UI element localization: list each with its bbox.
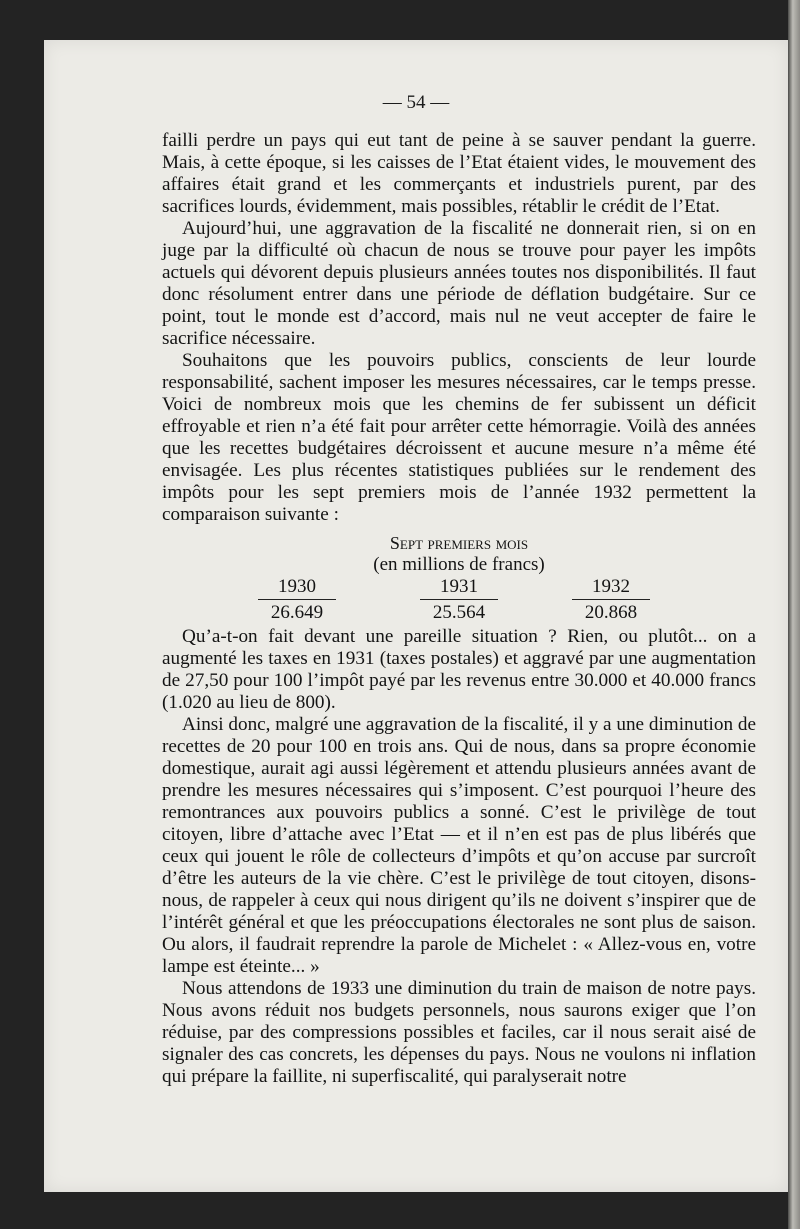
stats-column-1932 bbox=[566, 576, 656, 624]
paragraph-3: Souhaitons que les pouvoirs publics, conscients de leur lourde responsabilité, sachent imposer les mesures nécessaires, car le temps presse. Voici de nombreux mois que les chemins de fer subissent un déficit effroyable et rien n’a été fait pour arrêter cette hémorragie. Voilà des années que les recettes budgétaires décroissent et aucune mesure n’a même été envisagée. Les plus récentes statistiques publiées sur le rendement des impôts pour les sept premiers mois de l’année 1932 permettent la comparaison suivante : bbox=[162, 350, 756, 525]
paragraph-1: failli perdre un pays qui eut tant de peine à se sauver pendant la guerre. Mais, à cette époque, si les caisses de l’Etat étaient vides, le mouvement des affaires était grand et les commerçants et industriels purent, par des sacrifices lourds, évidemment, mais possibles, rétablir le crédit de l’Etat. bbox=[162, 130, 756, 217]
paragraph-2: Aujourd’hui, une aggravation de la fiscalité ne donnerait rien, si on en juge par la difficulté où chacun de nous se trouve pour payer les impôts actuels qui dévorent depuis plusieurs années toutes nos disponibilités. Il faut donc résolument entrer dans une période de déflation budgétaire. Sur ce point, tout le monde est d’accord, mais nul ne veut accepter de faire le sacrifice nécessaire. bbox=[162, 218, 756, 349]
stats-value: 20.868 bbox=[584, 602, 638, 623]
stats-year: 1930 bbox=[278, 576, 316, 597]
statistics-table bbox=[162, 526, 756, 626]
stats-value: 25.564 bbox=[432, 602, 486, 623]
stats-divider bbox=[420, 599, 498, 600]
stats-title: Sept premiers mois bbox=[389, 533, 529, 553]
book-page bbox=[44, 40, 788, 1192]
stats-column-1930 bbox=[252, 576, 342, 624]
paragraph-5: Ainsi donc, malgré une aggravation de la fiscalité, il y a une diminution de recettes de 20 pour 100 en trois ans. Qui de nous, dans sa propre économie domestique, aurait agi aussi légèrement et attendu plusieurs années avant de prendre les mesures nécessaires qui s’imposent. C’est pourquoi l’heure des remontrances aux pouvoirs publics a sonné. C’est le privilège de tout citoyen, libre d’attache avec l’Etat — et il n’en est pas de plus libérés que ceux qui jouent le rôle de collecteurs d’impôts et qu’on accuse par surcroît d’être les auteurs de la vie chère. C’est le privilège de tout citoyen, disons-nous, de rappeler à ceux qui nous dirigent qu’ils ne doivent s’inspirer que de l’intérêt général et que les préoccupations électorales ne sont plus de saison. Ou alors, il faudrait reprendre la parole de Michelet : « Allez-vous en, votre lampe est éteinte... » bbox=[162, 714, 756, 977]
page-number: — 54 — bbox=[382, 92, 450, 113]
stats-subtitle: (en millions de francs) bbox=[373, 554, 545, 575]
stats-year: 1931 bbox=[440, 576, 478, 597]
page-edge bbox=[788, 0, 800, 1229]
stats-value: 26.649 bbox=[270, 602, 324, 623]
stats-year: 1932 bbox=[592, 576, 630, 597]
body-text bbox=[162, 130, 756, 1088]
paragraph-4: Qu’a-t-on fait devant une pareille situation ? Rien, ou plutôt... on a augmenté les taxes en 1931 (taxes postales) et aggravé par une augmentation de 27,50 pour 100 l’impôt payé par les revenus entre 30.000 et 40.000 francs (1.020 au lieu de 800). bbox=[162, 626, 756, 713]
paragraph-6: Nous attendons de 1933 une diminution du train de maison de notre pays. Nous avons réduit nos budgets personnels, nous saurons exiger que l’on réduise, par des compressions possibles et faciles, car il nous serait aisé de signaler des cas concrets, les dépenses du pays. Nous ne voulons ni inflation qui prépare la faillite, ni superfiscalité, qui paralyserait notre bbox=[162, 978, 756, 1087]
stats-divider bbox=[572, 599, 650, 600]
stats-divider bbox=[258, 599, 336, 600]
stats-column-1931 bbox=[414, 576, 504, 624]
